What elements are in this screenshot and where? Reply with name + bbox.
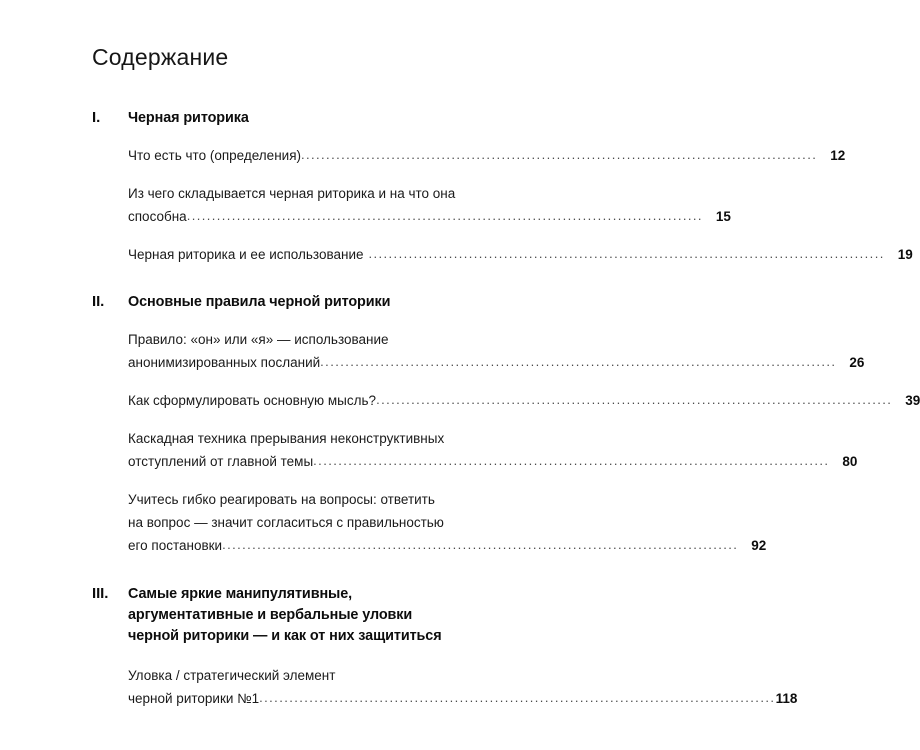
chapter-title-line: Основные правила черной риторики [128,293,391,310]
page-number: 118 [775,691,798,706]
toc-entry[interactable] [128,389,920,412]
chapter-entries [128,664,798,710]
chapter-heading[interactable] [92,583,532,646]
toc-entry-text: черной риторики №1 [128,691,260,706]
chapter-heading[interactable] [92,108,532,128]
toc-entry-line: Правило: «он» или «я» — использование [128,332,389,347]
toc-entry-last-line [128,144,846,167]
toc-entry-text: анонимизированных посланий [128,355,321,370]
dot-leader: ....................................................................................................... [368,246,885,261]
toc-entry[interactable] [128,144,846,167]
page-title: Содержание [92,44,229,70]
chapter-title-line: Самые яркие манипулятивные, [128,585,353,602]
page-number: 15 [715,209,731,224]
page-number: 39 [905,393,920,408]
toc-entry-line: Уловка / стратегический элемент [128,668,336,683]
toc-entry-line: на вопрос — значит согласиться с правильностью [128,515,444,530]
toc-entry-last-line [128,534,767,557]
toc-entry-last-line [128,687,798,710]
chapter-numeral: II. [92,293,105,310]
chapter-numeral: I. [92,109,101,126]
toc-chapter [92,292,920,557]
toc-entry[interactable] [128,664,798,710]
toc-entry-text: Что есть что (определения) [128,148,301,163]
toc-entry-last-line [128,205,731,228]
toc-entry-last-line [128,389,920,412]
toc-entry-text: Как сформулировать основную мысль? [128,393,377,408]
chapter-entries [128,328,920,557]
dot-leader: ....................................................................................................... [320,354,837,369]
dot-leader: ....................................................................................................... [376,392,893,407]
toc-chapter [92,108,913,266]
dot-leader: ....................................................................................................... [186,208,703,223]
toc-entry-text: способна [128,209,187,224]
toc-entry-text: отступлений от главной темы [128,454,314,469]
chapter-title [128,292,516,312]
chapter-title [128,108,516,128]
toc-entry-line: Учитесь гибко реагировать на вопросы: ответить [128,492,435,507]
dot-leader: ....................................................................................................... [222,537,739,552]
toc-entry[interactable] [128,488,767,557]
page-number: 92 [751,538,767,553]
toc-entry[interactable] [128,182,731,228]
table-of-contents [92,108,920,710]
toc-entry[interactable] [128,328,865,374]
toc-chapter [92,583,798,710]
chapter-title-line: аргументативные и вербальные уловки [128,606,413,623]
toc-entry-last-line [128,243,913,266]
page-number: 80 [842,454,858,469]
page-number: 26 [849,355,865,370]
chapter-title-line: черной риторики — и как от них защититься [128,627,442,644]
page-number: 19 [897,247,913,262]
dot-leader: ....................................................................................................... [259,690,776,705]
chapter-numeral: III. [92,585,109,602]
chapter-title [128,583,516,646]
toc-entry[interactable] [128,243,913,266]
toc-entry-line: Каскадная техника прерывания неконструктивных [128,431,445,446]
chapter-heading[interactable] [92,292,532,312]
dot-leader: ....................................................................................................... [301,147,818,162]
page-number: 12 [830,148,846,163]
toc-entry[interactable] [128,427,858,473]
toc-entry-text: его постановки [128,538,223,553]
toc-entry-text: Черная риторика и ее использование [128,247,364,262]
dot-leader: ....................................................................................................... [313,453,830,468]
toc-entry-line: Из чего складывается черная риторика и на что она [128,186,456,201]
toc-entry-last-line [128,450,858,473]
toc-entry-last-line [128,351,865,374]
chapter-entries [128,144,913,266]
chapter-title-line: Черная риторика [128,109,249,126]
